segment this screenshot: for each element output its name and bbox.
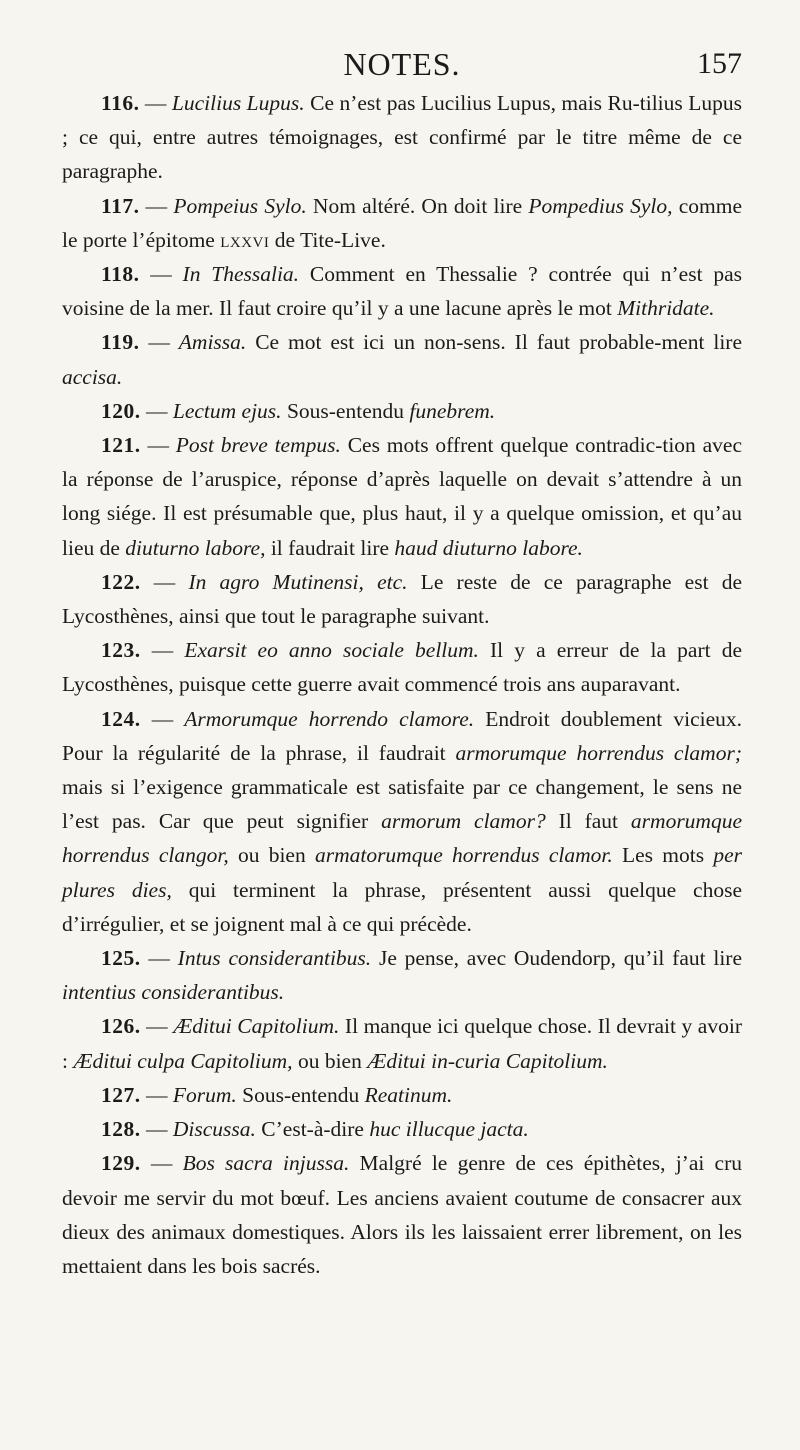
- note-number: 127.: [101, 1082, 141, 1107]
- note-emphasis: armatorumque horrendus clamor.: [314, 843, 613, 868]
- note-lemma: Intus considerantibus.: [177, 946, 372, 971]
- note-emphasis: huc illucque jacta.: [369, 1117, 529, 1142]
- note-emphasis: accisa.: [62, 364, 123, 389]
- note-emphasis: diuturno labore,: [125, 535, 266, 560]
- note-text: Ce n’est pas Lucilius Lupus, mais Ru-tilius Lupus ; ce qui, entre autres témoignages, est confirmé par le titre même de ce paragraphe.: [62, 91, 742, 184]
- note-text: Il manque ici quelque chose. Il devrait y avoir :: [62, 1014, 742, 1073]
- note-emphasis: armorum clamor?: [381, 809, 546, 834]
- note-dash: —: [140, 1151, 183, 1176]
- note-text: il faudrait lire: [265, 535, 395, 560]
- note-text: de Tite-Live.: [269, 227, 386, 252]
- note-number: 126.: [101, 1014, 141, 1039]
- note-paragraph: [62, 633, 742, 701]
- note-paragraph: [62, 86, 742, 189]
- note-paragraph: [62, 1112, 742, 1146]
- note-number: 117.: [101, 193, 140, 218]
- note-paragraph: [62, 565, 742, 633]
- note-text: qui terminent la phrase, présentent aussi quelque chose d’irrégulier, et se joignent mal à ce qui précède.: [62, 877, 742, 936]
- note-text: comme le porte l’épitome: [62, 193, 743, 252]
- note-lemma: Exarsit eo anno sociale bellum.: [184, 638, 479, 663]
- note-number: 125.: [101, 946, 141, 971]
- note-text: ou bien: [292, 1048, 368, 1073]
- note-dash: —: [140, 1014, 174, 1039]
- note-text: Il y a erreur de la part de Lycosthènes, puisque cette guerre avait commencé trois ans auparavant.: [62, 638, 742, 697]
- note-paragraph: [62, 189, 742, 257]
- note-lemma: In agro Mutinensi, etc.: [188, 569, 408, 594]
- note-text: Sous-entendu: [281, 398, 410, 423]
- note-paragraph: [62, 1078, 742, 1112]
- note-emphasis: armorumque horrendus clamor;: [455, 740, 742, 765]
- note-text: Comment en Thessalie ? contrée qui n’est pas voisine de la mer. Il faut croire qu’il y a une lacune après le mot: [62, 262, 743, 321]
- note-emphasis: Æditui in-curia Capitolium.: [367, 1048, 608, 1073]
- note-lemma: Armorumque horrendo clamore.: [184, 706, 475, 731]
- note-dash: —: [140, 706, 185, 731]
- note-text: Nom altéré. On doit lire: [306, 193, 529, 218]
- notes-list: [62, 86, 742, 1283]
- note-dash: —: [140, 433, 176, 458]
- note-paragraph: [62, 1009, 742, 1077]
- note-emphasis: Æditui culpa Capitolium,: [73, 1048, 293, 1073]
- note-emphasis: per plures dies,: [62, 843, 742, 902]
- note-number: 128.: [101, 1117, 141, 1142]
- note-lemma: Discussa.: [172, 1117, 256, 1142]
- note-text: Les mots: [612, 843, 714, 868]
- note-number: 116.: [101, 91, 140, 115]
- note-emphasis: lxxvi: [220, 227, 270, 252]
- note-text: ou bien: [228, 843, 315, 868]
- note-lemma: Amissa.: [178, 330, 247, 355]
- note-lemma: Post breve tempus.: [175, 433, 341, 458]
- note-text: Endroit doublement vicieux. Pour la régularité de la phrase, il faudrait: [62, 706, 743, 765]
- note-emphasis: haud diuturno labore.: [394, 535, 583, 560]
- note-emphasis: intentius considerantibus.: [62, 980, 285, 1005]
- note-number: 121.: [101, 433, 141, 458]
- note-emphasis: Pompedius Sylo,: [528, 193, 673, 218]
- note-text: Ce mot est ici un non-sens. Il faut probable-ment lire: [246, 330, 742, 355]
- note-dash: —: [140, 1117, 173, 1142]
- note-paragraph: [62, 394, 742, 428]
- note-lemma: Lectum ejus.: [172, 398, 282, 423]
- note-dash: —: [140, 569, 189, 594]
- note-paragraph: [62, 941, 742, 1009]
- note-dash: —: [140, 946, 178, 971]
- note-lemma: Pompeius Sylo.: [173, 193, 307, 218]
- note-lemma: Bos sacra injussa.: [182, 1151, 350, 1176]
- note-text: mais si l’exigence grammaticale est satisfaite par ce changement, le sens ne l’est pas. Car que peut signifier: [62, 775, 742, 834]
- note-lemma: Lucilius Lupus.: [171, 91, 305, 115]
- note-emphasis: funebrem.: [409, 398, 496, 423]
- note-paragraph: [62, 257, 742, 325]
- note-dash: —: [139, 91, 172, 115]
- note-dash: —: [139, 262, 183, 287]
- note-text: Malgré le genre de ces épithètes, j’ai cru devoir me servir du mot bœuf. Les anciens avaient coutume de consacrer aux dieux des animaux domestiques. Alors ils les laissaient errer librement, on les mettaient dans les bois sacrés.: [62, 1151, 743, 1278]
- note-dash: —: [139, 193, 174, 218]
- note-paragraph: [62, 1146, 742, 1283]
- note-paragraph: [62, 325, 742, 393]
- note-number: 118.: [101, 262, 140, 287]
- note-lemma: Æditui Capitolium.: [173, 1014, 340, 1039]
- running-title: NOTES.: [343, 46, 461, 82]
- note-number: 124.: [101, 706, 141, 731]
- note-emphasis: Reatinum.: [364, 1082, 453, 1107]
- page-number: 157: [697, 47, 742, 80]
- note-number: 122.: [101, 569, 141, 594]
- note-number: 129.: [101, 1151, 141, 1176]
- note-lemma: In Thessalia.: [182, 262, 300, 287]
- note-paragraph: [62, 702, 742, 941]
- note-text: Ces mots offrent quelque contradic-tion avec la réponse de l’aruspice, réponse d’après laquelle on devait s’attendre à un long siége. Il est présumable que, plus haut, il y a quelque omission, et qu’au lieu de: [62, 433, 742, 560]
- note-dash: —: [140, 1082, 173, 1107]
- note-paragraph: [62, 428, 742, 565]
- note-emphasis: Mithridate.: [617, 296, 715, 321]
- note-text: Le reste de ce paragraphe est de Lycosthènes, ainsi que tout le paragraphe suivant.: [62, 569, 743, 629]
- note-dash: —: [140, 638, 185, 663]
- note-dash: —: [139, 330, 179, 355]
- note-lemma: Forum.: [172, 1082, 237, 1107]
- note-number: 123.: [101, 638, 141, 663]
- note-text: C’est-à-dire: [255, 1117, 370, 1142]
- note-text: Je pense, avec Oudendorp, qu’il faut lire: [371, 946, 743, 971]
- note-number: 119.: [101, 330, 140, 355]
- page-header: [62, 0, 742, 86]
- note-number: 120.: [101, 398, 141, 423]
- note-dash: —: [140, 398, 173, 423]
- note-text: Il faut: [545, 809, 631, 834]
- note-emphasis: armorumque horrendus clangor,: [62, 809, 743, 868]
- note-text: Sous-entendu: [236, 1082, 365, 1107]
